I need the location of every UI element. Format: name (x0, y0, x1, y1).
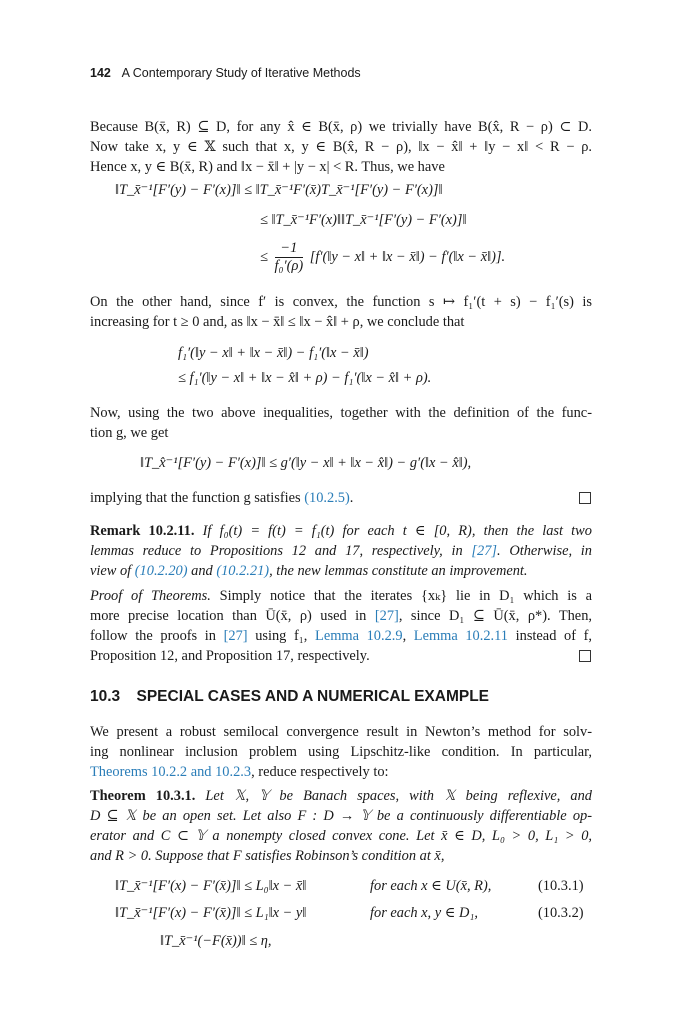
equation-line: ≤ f₁′(‖y − x‖ + ‖x − x̂‖ + ρ) − f₁′(‖x − x̂‖ + ρ). (178, 370, 432, 386)
running-header (90, 66, 361, 80)
equation-line: ‖T_x̄⁻¹[F′(x) − F′(x̄)]‖ ≤ L₀‖x − x̄‖ (115, 878, 307, 894)
section-number: 10.3 (90, 688, 121, 705)
equation-condition: for each x, y ∈ D₁, (370, 905, 478, 921)
text-line: We present a robust semilocal convergence result in Newton’s method for solv- (90, 724, 592, 740)
text-line: ing nonlinear inclusion problem using Lipschitz-like condition. In particular, (90, 744, 592, 760)
equation-line: ≤ ‖T_x̄⁻¹F′(x)‖‖T_x̄⁻¹[F′(y) − F′(x)]‖ (260, 212, 467, 228)
paragraph-robust (90, 722, 592, 782)
text-line: On the other hand, since f′ is convex, the function s ↦ f₁′(t + s) − f₁′(s) is (90, 294, 592, 310)
remark-block (90, 521, 592, 581)
equation-ref-link[interactable]: (10.2.21) (216, 563, 270, 579)
fraction-denominator: f₀′(ρ) (274, 258, 304, 274)
paragraph-convexity (90, 292, 592, 332)
text-line: Now take x, y ∈ 𝕏 such that x, y ∈ B(x̂, R − ρ), ‖x − x̂‖ + ‖y − x‖ < R − ρ. (90, 139, 592, 155)
equation-line: ‖T_x̄⁻¹(−F(x̄))‖ ≤ η, (160, 933, 272, 949)
equation-rest: [f′(‖y − x‖ + ‖x − x̄‖) − f′(‖x − x̄‖)]. (309, 248, 506, 265)
qed-box (579, 492, 591, 504)
remark-label: Remark 10.2.11. (90, 523, 195, 539)
text-line: follow the proofs in [27] using f₁, Lemma 10.2.9, Lemma 10.2.11 instead of f, (90, 628, 593, 644)
text-line: Now, using the two above inequalities, together with the definition of the func- (90, 405, 592, 421)
section-heading (90, 688, 489, 706)
equation-line: ‖T_x̂⁻¹[F′(y) − F′(x)]‖ ≤ g′(‖y − x‖ + ‖x − x̂‖) − g′(‖x − x̂‖), (140, 455, 472, 471)
text-line: D ⊆ 𝕏 be an open set. Let also F : D → 𝕐 be a continuously differentiable op- (90, 808, 592, 824)
paragraph-implying (90, 488, 592, 508)
theorem-label: Theorem 10.3.1. (90, 788, 196, 804)
text-line: erator and C ⊂ 𝕐 a nonempty closed convex cone. Let x̄ ∈ D, L₀ > 0, L₁ > 0, (90, 828, 592, 844)
lemma-ref-link[interactable]: Lemma 10.2.11 (413, 628, 509, 644)
equation-fraction-line (260, 240, 505, 275)
text-line: Theorem 10.3.1. Let 𝕏, 𝕐 be Banach spaces, with 𝕏 being reflexive, and (90, 788, 592, 804)
citation-link[interactable]: [27] (471, 543, 498, 559)
text-line: tion g, we get (90, 425, 169, 441)
text-line: increasing for t ≥ 0 and, as ‖x − x̄‖ ≤ ‖x − x̂‖ + ρ, we conclude that (90, 314, 465, 330)
equation-number: (10.3.2) (538, 905, 584, 921)
text-line: Hence x, y ∈ B(x̄, R) and ‖x − x̄‖ + |y − x| < R. Thus, we have (90, 159, 445, 175)
text-line: Proposition 12, and Proposition 17, respectively. (90, 648, 370, 664)
theorem-block (90, 786, 592, 866)
citation-link[interactable]: [27] (374, 608, 399, 624)
text-line: Proof of Theorems. Simply notice that the iterates {xₖ} lie in D₁ which is a (90, 588, 592, 604)
proof-block (90, 586, 592, 666)
citation-link[interactable]: [27] (223, 628, 248, 644)
text-line: and R > 0. Suppose that F satisfies Robinson’s condition at x̄, (90, 848, 445, 864)
text-line: implying that the function g satisfies (10.2.5). (90, 490, 354, 506)
running-title: A Contemporary Study of Iterative Methods (121, 66, 361, 80)
equation-line: f₁′(‖y − x‖ + ‖x − x̄‖) − f₁′(‖x − x̄‖) (178, 345, 369, 361)
text-line: Remark 10.2.11. If f₀(t) = f(t) = f₁(t) for each t ∈ [0, R), then the last two (90, 523, 592, 539)
proof-label: Proof of Theorems. (90, 588, 211, 604)
equation-line: ‖T_x̄⁻¹[F′(y) − F′(x)]‖ ≤ ‖T_x̄⁻¹F′(x̄)T_x̄⁻¹[F′(y) − F′(x)]‖ (115, 182, 443, 198)
text-line: Theorems 10.2.2 and 10.2.3, reduce respectively to: (90, 764, 389, 780)
equation-ref-link[interactable]: (10.2.20) (134, 563, 188, 579)
equation-ref-link[interactable]: (10.2.5) (304, 490, 350, 506)
paragraph-intro (90, 117, 592, 177)
leq-symbol: ≤ (260, 248, 268, 265)
page-number: 142 (90, 66, 111, 80)
equation-line: ‖T_x̄⁻¹[F′(x) − F′(x̄)]‖ ≤ L₁‖x − y‖ (115, 905, 307, 921)
paragraph-using (90, 403, 592, 443)
text-line: Because B(x̄, R) ⊆ D, for any x̂ ∈ B(x̄, ρ) we trivially have B(x̂, R − ρ) ⊂ D. (90, 119, 592, 135)
qed-box (579, 650, 591, 662)
text-line: view of (10.2.20) and (10.2.21), the new lemmas constitute an improvement. (90, 563, 528, 579)
text-line: lemmas reduce to Propositions 12 and 17, respectively, in [27]. Otherwise, in (90, 543, 592, 559)
fraction-numerator: −1 (275, 240, 304, 258)
equation-number: (10.3.1) (538, 878, 584, 894)
fraction (275, 240, 304, 275)
text-line: more precise location than Ū(x̄, ρ) used in [27], since D₁ ⊆ Ū(x̄, ρ*). Then, (90, 608, 592, 624)
section-title: SPECIAL CASES AND A NUMERICAL EXAMPLE (136, 688, 490, 705)
equation-condition: for each x ∈ U(x̄, R), (370, 878, 492, 894)
lemma-ref-link[interactable]: Lemma 10.2.9 (315, 628, 403, 644)
theorem-ref-link[interactable]: Theorems 10.2.2 and 10.2.3 (90, 764, 252, 780)
